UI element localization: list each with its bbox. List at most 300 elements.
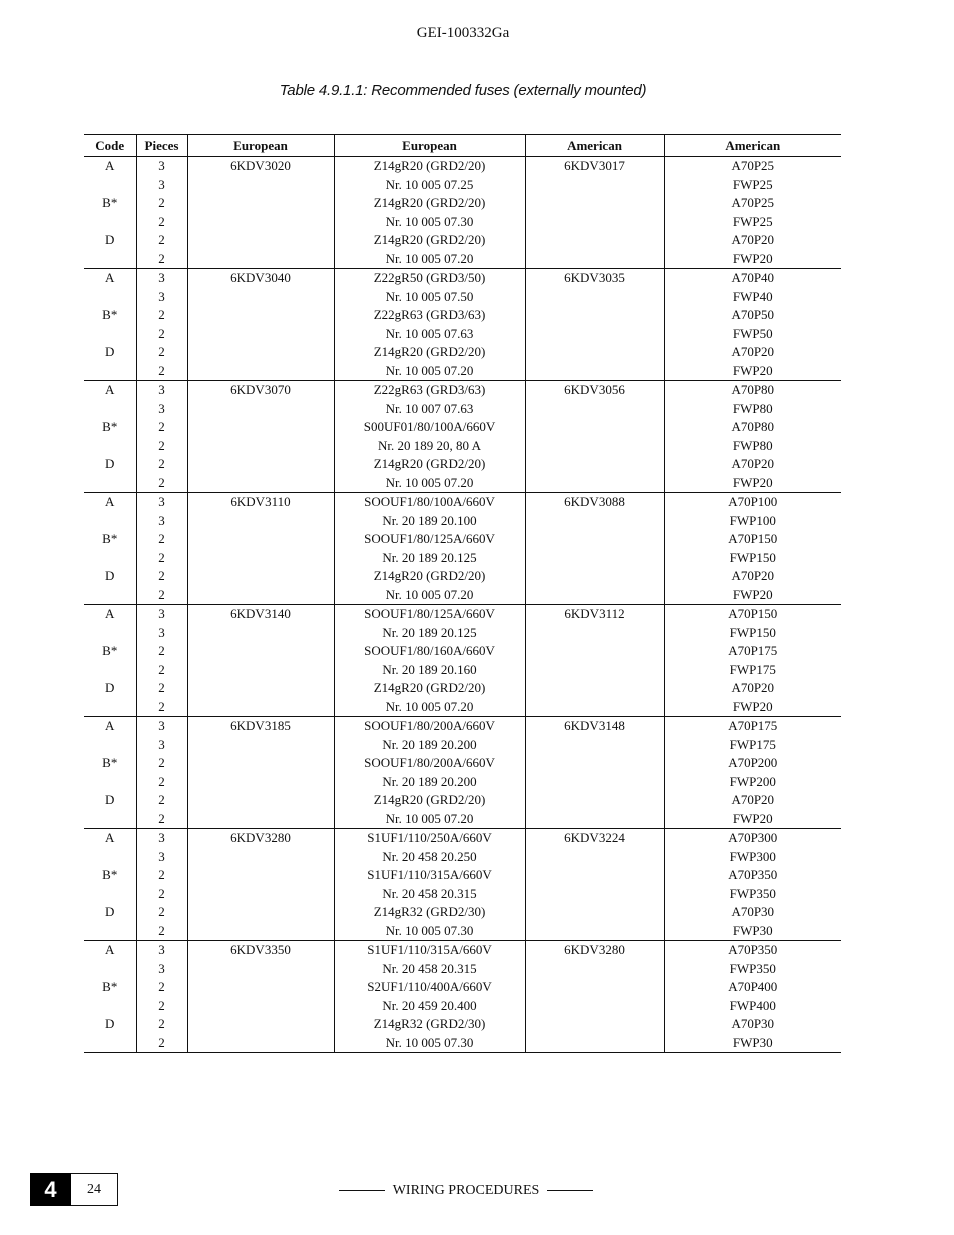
cell-european-1 (187, 978, 334, 997)
cell-american-2: FWP30 (664, 1034, 841, 1053)
cell-european-1 (187, 418, 334, 437)
cell-american-1 (525, 903, 664, 922)
table-row (84, 269, 841, 288)
cell-code: D (105, 904, 115, 919)
cell-code (84, 698, 136, 717)
cell-pieces: 2 (136, 343, 187, 362)
cell-american-2: FWP175 (664, 661, 841, 680)
cell-code: D (105, 1016, 115, 1031)
table-row (84, 829, 841, 848)
cell-american-1 (525, 437, 664, 456)
cell-code: A (105, 942, 115, 957)
cell-american-2: FWP25 (664, 176, 841, 195)
cell-code (84, 288, 136, 307)
cell-european-1 (187, 250, 334, 269)
cell-american-2: FWP20 (664, 586, 841, 605)
table-row (84, 194, 841, 213)
table-row (84, 754, 841, 773)
cell-american-1 (525, 474, 664, 493)
cell-european-2: SOOUF1/80/125A/660V (334, 605, 525, 624)
cell-european-1 (187, 866, 334, 885)
cell-code (84, 885, 136, 904)
cell-european-1: 6KDV3070 (187, 381, 334, 400)
cell-european-1: 6KDV3140 (187, 605, 334, 624)
cell-american-2: FWP400 (664, 997, 841, 1016)
cell-european-1: 6KDV3350 (187, 941, 334, 960)
cell-code: D (105, 456, 115, 471)
chapter-tab: 4 (30, 1173, 71, 1206)
cell-pieces: 3 (136, 941, 187, 960)
cell-american-2: FWP20 (664, 362, 841, 381)
cell-european-1 (187, 1015, 334, 1034)
cell-code (84, 437, 136, 456)
table-row (84, 474, 841, 493)
cell-american-1 (525, 325, 664, 344)
cell-american-2: A70P150 (664, 605, 841, 624)
table-row (84, 810, 841, 829)
cell-european-1 (187, 288, 334, 307)
cell-american-1 (525, 848, 664, 867)
cell-american-2: FWP30 (664, 922, 841, 941)
table-row (84, 848, 841, 867)
footer-rule-left (339, 1190, 385, 1191)
cell-european-2: SOOUF1/80/200A/660V (334, 717, 525, 736)
cell-pieces: 2 (136, 885, 187, 904)
cell-american-1 (525, 176, 664, 195)
cell-code: B* (102, 419, 118, 434)
cell-european-2: SOOUF1/80/100A/660V (334, 493, 525, 512)
cell-american-2: FWP25 (664, 213, 841, 232)
cell-european-2: Nr. 10 005 07.20 (334, 474, 525, 493)
table-row (84, 1015, 841, 1034)
cell-pieces: 3 (136, 512, 187, 531)
cell-american-1: 6KDV3148 (525, 717, 664, 736)
cell-code (84, 960, 136, 979)
cell-pieces: 3 (136, 157, 187, 176)
cell-american-2: A70P175 (664, 717, 841, 736)
cell-pieces: 3 (136, 960, 187, 979)
cell-european-2: Z22gR63 (GRD3/63) (334, 381, 525, 400)
cell-european-2: Nr. 20 458 20.250 (334, 848, 525, 867)
cell-american-2: A70P350 (664, 941, 841, 960)
cell-european-2: Nr. 20 189 20.100 (334, 512, 525, 531)
table-row (84, 176, 841, 195)
table-row (84, 381, 841, 400)
cell-european-1 (187, 642, 334, 661)
table-row (84, 250, 841, 269)
cell-code (84, 848, 136, 867)
cell-american-2: A70P80 (664, 381, 841, 400)
cell-pieces: 3 (136, 400, 187, 419)
cell-american-1 (525, 922, 664, 941)
cell-european-2: Nr. 20 189 20.200 (334, 773, 525, 792)
cell-american-1 (525, 567, 664, 586)
cell-american-1 (525, 773, 664, 792)
cell-european-1 (187, 512, 334, 531)
cell-european-2: Nr. 20 189 20.125 (334, 549, 525, 568)
cell-european-1 (187, 231, 334, 250)
cell-pieces: 3 (136, 493, 187, 512)
cell-european-2: Z14gR20 (GRD2/20) (334, 343, 525, 362)
cell-european-1: 6KDV3020 (187, 157, 334, 176)
cell-european-2: Nr. 20 189 20, 80 A (334, 437, 525, 456)
cell-american-2: A70P100 (664, 493, 841, 512)
cell-american-1: 6KDV3088 (525, 493, 664, 512)
table-row (84, 960, 841, 979)
cell-european-1: 6KDV3110 (187, 493, 334, 512)
cell-pieces: 2 (136, 698, 187, 717)
cell-european-1 (187, 903, 334, 922)
table-row (84, 288, 841, 307)
cell-european-2: Nr. 10 005 07.20 (334, 698, 525, 717)
cell-code (84, 997, 136, 1016)
cell-european-2: SOOUF1/80/125A/660V (334, 530, 525, 549)
cell-american-2: A70P20 (664, 567, 841, 586)
fuse-table (84, 134, 841, 1053)
cell-american-1: 6KDV3017 (525, 157, 664, 176)
cell-american-1 (525, 736, 664, 755)
cell-european-1 (187, 306, 334, 325)
cell-pieces: 2 (136, 567, 187, 586)
cell-european-2: Z14gR20 (GRD2/20) (334, 455, 525, 474)
cell-american-1: 6KDV3280 (525, 941, 664, 960)
table-row (84, 530, 841, 549)
cell-pieces: 2 (136, 866, 187, 885)
cell-european-1 (187, 791, 334, 810)
cell-pieces: 2 (136, 773, 187, 792)
cell-code: B* (102, 643, 118, 658)
table-row (84, 213, 841, 232)
cell-american-1 (525, 231, 664, 250)
cell-pieces: 3 (136, 605, 187, 624)
cell-european-1 (187, 624, 334, 643)
cell-european-1 (187, 213, 334, 232)
cell-american-1: 6KDV3112 (525, 605, 664, 624)
cell-american-2: FWP50 (664, 325, 841, 344)
table-row (84, 624, 841, 643)
cell-american-2: A70P350 (664, 866, 841, 885)
page-number: 24 (71, 1173, 118, 1206)
cell-pieces: 2 (136, 325, 187, 344)
cell-pieces: 3 (136, 176, 187, 195)
table-row (84, 325, 841, 344)
cell-american-2: FWP100 (664, 512, 841, 531)
cell-pieces: 2 (136, 978, 187, 997)
cell-pieces: 2 (136, 250, 187, 269)
footer-rule-right (547, 1190, 593, 1191)
cell-pieces: 2 (136, 455, 187, 474)
cell-european-2: Nr. 10 005 07.20 (334, 586, 525, 605)
cell-european-1 (187, 474, 334, 493)
cell-pieces: 2 (136, 997, 187, 1016)
cell-american-1: 6KDV3224 (525, 829, 664, 848)
cell-european-2: Z14gR20 (GRD2/20) (334, 157, 525, 176)
table-row (84, 605, 841, 624)
section-title: WIRING PROCEDURES (392, 1183, 540, 1198)
table-row (84, 791, 841, 810)
cell-european-2: Nr. 20 189 20.160 (334, 661, 525, 680)
cell-american-1 (525, 661, 664, 680)
cell-american-1 (525, 362, 664, 381)
cell-european-1 (187, 754, 334, 773)
cell-american-2: FWP20 (664, 698, 841, 717)
cell-european-2: Nr. 10 005 07.30 (334, 213, 525, 232)
footer-section-title (0, 1183, 932, 1199)
cell-american-2: FWP300 (664, 848, 841, 867)
cell-american-1 (525, 455, 664, 474)
table-row (84, 736, 841, 755)
cell-american-2: A70P20 (664, 455, 841, 474)
table-row (84, 493, 841, 512)
cell-code: D (105, 680, 115, 695)
cell-code: D (105, 568, 115, 583)
cell-code: A (105, 830, 115, 845)
table-row (84, 586, 841, 605)
cell-pieces: 3 (136, 717, 187, 736)
cell-pieces: 2 (136, 194, 187, 213)
cell-european-1 (187, 455, 334, 474)
cell-european-2: Nr. 10 005 07.25 (334, 176, 525, 195)
table-row (84, 866, 841, 885)
header-european-1: European (187, 135, 334, 157)
cell-pieces: 3 (136, 288, 187, 307)
table-row (84, 978, 841, 997)
cell-european-1 (187, 530, 334, 549)
cell-european-2: S00UF01/80/100A/660V (334, 418, 525, 437)
cell-american-1 (525, 679, 664, 698)
header-code: Code (84, 135, 136, 157)
cell-european-2: S2UF1/110/400A/660V (334, 978, 525, 997)
cell-pieces: 2 (136, 810, 187, 829)
cell-pieces: 2 (136, 362, 187, 381)
cell-european-1 (187, 848, 334, 867)
cell-european-2: Z14gR32 (GRD2/30) (334, 903, 525, 922)
cell-european-2: Z14gR20 (GRD2/20) (334, 231, 525, 250)
cell-american-2: A70P20 (664, 343, 841, 362)
cell-pieces: 3 (136, 624, 187, 643)
cell-american-2: FWP150 (664, 549, 841, 568)
cell-american-1 (525, 288, 664, 307)
cell-european-2: Nr. 10 005 07.20 (334, 362, 525, 381)
cell-american-1 (525, 586, 664, 605)
cell-american-2: A70P25 (664, 157, 841, 176)
cell-european-1 (187, 567, 334, 586)
cell-american-1 (525, 343, 664, 362)
cell-european-2: Nr. 20 189 20.200 (334, 736, 525, 755)
table-row (84, 418, 841, 437)
cell-pieces: 2 (136, 642, 187, 661)
cell-american-2: A70P200 (664, 754, 841, 773)
cell-american-1 (525, 400, 664, 419)
cell-european-1 (187, 885, 334, 904)
cell-code: A (105, 606, 115, 621)
cell-code (84, 736, 136, 755)
cell-pieces: 2 (136, 474, 187, 493)
cell-american-2: FWP350 (664, 960, 841, 979)
cell-european-1 (187, 362, 334, 381)
cell-european-2: Nr. 10 007 07.63 (334, 400, 525, 419)
cell-american-2: FWP40 (664, 288, 841, 307)
cell-american-1 (525, 698, 664, 717)
cell-american-2: A70P175 (664, 642, 841, 661)
header-american-2: American (664, 135, 841, 157)
cell-pieces: 3 (136, 269, 187, 288)
cell-pieces: 2 (136, 586, 187, 605)
cell-european-1 (187, 549, 334, 568)
cell-european-2: SOOUF1/80/160A/660V (334, 642, 525, 661)
cell-american-1 (525, 624, 664, 643)
cell-european-2: Z22gR63 (GRD3/63) (334, 306, 525, 325)
table-row (84, 922, 841, 941)
cell-european-1 (187, 437, 334, 456)
cell-european-1: 6KDV3280 (187, 829, 334, 848)
cell-code: B* (102, 531, 118, 546)
table-row (84, 512, 841, 531)
cell-pieces: 3 (136, 381, 187, 400)
cell-pieces: 2 (136, 530, 187, 549)
table-row (84, 903, 841, 922)
cell-pieces: 2 (136, 306, 187, 325)
cell-american-2: A70P20 (664, 791, 841, 810)
cell-european-2: S1UF1/110/315A/660V (334, 866, 525, 885)
cell-pieces: 2 (136, 903, 187, 922)
cell-american-1 (525, 642, 664, 661)
cell-pieces: 2 (136, 549, 187, 568)
cell-american-1: 6KDV3035 (525, 269, 664, 288)
cell-european-2: Nr. 10 005 07.30 (334, 1034, 525, 1053)
cell-code: D (105, 232, 115, 247)
cell-american-2: FWP20 (664, 810, 841, 829)
cell-european-2: Nr. 20 458 20.315 (334, 885, 525, 904)
cell-code: A (105, 718, 115, 733)
table-row (84, 157, 841, 176)
cell-european-2: Z14gR20 (GRD2/20) (334, 194, 525, 213)
cell-european-2: Z22gR50 (GRD3/50) (334, 269, 525, 288)
cell-code: B* (102, 195, 118, 210)
cell-american-2: A70P20 (664, 679, 841, 698)
cell-american-2: A70P30 (664, 1015, 841, 1034)
cell-european-1 (187, 679, 334, 698)
cell-european-2: Nr. 10 005 07.50 (334, 288, 525, 307)
cell-european-1 (187, 176, 334, 195)
table-row (84, 717, 841, 736)
header-american-1: American (525, 135, 664, 157)
cell-european-2: Nr. 20 459 20.400 (334, 997, 525, 1016)
cell-pieces: 2 (136, 213, 187, 232)
cell-pieces: 3 (136, 829, 187, 848)
cell-pieces: 2 (136, 1034, 187, 1053)
cell-american-2: A70P300 (664, 829, 841, 848)
cell-european-1 (187, 997, 334, 1016)
cell-american-2: FWP80 (664, 437, 841, 456)
cell-american-2: A70P400 (664, 978, 841, 997)
cell-american-2: A70P20 (664, 231, 841, 250)
cell-american-2: A70P150 (664, 530, 841, 549)
cell-code (84, 773, 136, 792)
cell-american-1 (525, 1034, 664, 1053)
cell-american-1 (525, 997, 664, 1016)
cell-european-1 (187, 960, 334, 979)
table-row (84, 362, 841, 381)
cell-code (84, 624, 136, 643)
cell-code (84, 474, 136, 493)
cell-american-2: A70P25 (664, 194, 841, 213)
cell-code (84, 922, 136, 941)
cell-code: A (105, 158, 115, 173)
cell-american-2: FWP20 (664, 250, 841, 269)
cell-european-1 (187, 698, 334, 717)
table-row (84, 885, 841, 904)
cell-pieces: 2 (136, 791, 187, 810)
cell-american-2: FWP175 (664, 736, 841, 755)
cell-american-1 (525, 754, 664, 773)
cell-pieces: 2 (136, 754, 187, 773)
table-header-row (84, 135, 841, 157)
cell-code: B* (102, 755, 118, 770)
cell-code (84, 213, 136, 232)
table-row (84, 773, 841, 792)
cell-code (84, 176, 136, 195)
cell-pieces: 3 (136, 736, 187, 755)
cell-code (84, 325, 136, 344)
cell-european-1 (187, 194, 334, 213)
cell-american-1 (525, 250, 664, 269)
cell-european-2: Nr. 10 005 07.30 (334, 922, 525, 941)
cell-code: B* (102, 867, 118, 882)
table-row (84, 698, 841, 717)
cell-european-2: Z14gR20 (GRD2/20) (334, 567, 525, 586)
cell-code: D (105, 344, 115, 359)
cell-european-1 (187, 325, 334, 344)
cell-code (84, 549, 136, 568)
cell-european-1 (187, 773, 334, 792)
cell-european-2: SOOUF1/80/200A/660V (334, 754, 525, 773)
cell-code: B* (102, 307, 118, 322)
cell-code (84, 250, 136, 269)
cell-american-1 (525, 306, 664, 325)
cell-code (84, 362, 136, 381)
cell-european-2: Z14gR20 (GRD2/20) (334, 679, 525, 698)
cell-european-2: Nr. 10 005 07.20 (334, 810, 525, 829)
cell-code: D (105, 792, 115, 807)
cell-american-2: A70P50 (664, 306, 841, 325)
cell-european-1 (187, 400, 334, 419)
table-row (84, 567, 841, 586)
table-row (84, 1034, 841, 1053)
cell-pieces: 2 (136, 1015, 187, 1034)
cell-european-1 (187, 343, 334, 362)
cell-european-2: Nr. 20 189 20.125 (334, 624, 525, 643)
cell-code (84, 1034, 136, 1053)
cell-american-1 (525, 418, 664, 437)
table-row (84, 306, 841, 325)
cell-american-1 (525, 885, 664, 904)
cell-european-1: 6KDV3185 (187, 717, 334, 736)
table-row (84, 997, 841, 1016)
cell-american-1 (525, 960, 664, 979)
cell-american-2: FWP200 (664, 773, 841, 792)
table-row (84, 343, 841, 362)
cell-code: A (105, 382, 115, 397)
cell-european-1 (187, 810, 334, 829)
table-caption: Table 4.9.1.1: Recommended fuses (externally mounted) (279, 82, 647, 99)
header-pieces: Pieces (136, 135, 187, 157)
cell-american-2: FWP80 (664, 400, 841, 419)
table-row (84, 455, 841, 474)
cell-american-1 (525, 1015, 664, 1034)
cell-pieces: 2 (136, 661, 187, 680)
cell-european-1: 6KDV3040 (187, 269, 334, 288)
